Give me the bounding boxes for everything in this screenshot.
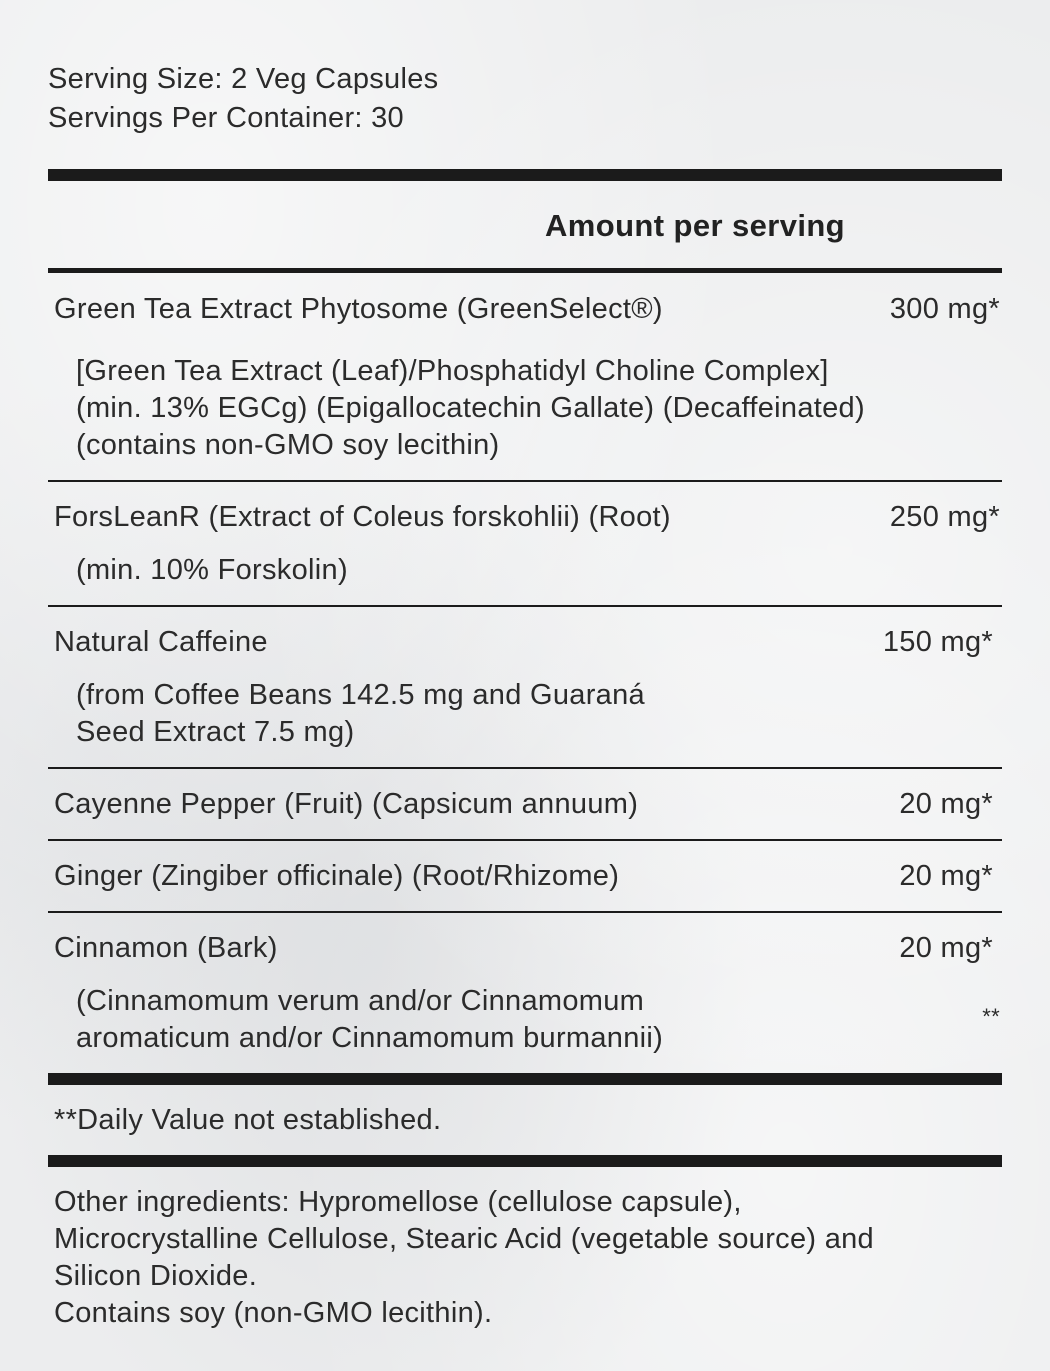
row-divider	[48, 767, 1002, 769]
ingredient-detail: (min. 13% EGCg) (Epigallocatechin Gallate) (Decaffeinated)	[76, 392, 865, 424]
serving-size: Serving Size: 2 Veg Capsules	[48, 63, 439, 95]
other-ingredients-thick-divider	[48, 1155, 1002, 1167]
ingredient-name: Green Tea Extract Phytosome (GreenSelect®)	[54, 293, 663, 325]
ingredient-name: ForsLeanR (Extract of Coleus forskohlii) (Root)	[54, 501, 671, 533]
other-ingredients-line: Microcrystalline Cellulose, Stearic Acid (vegetable source) and	[54, 1223, 874, 1255]
ingredient-amount: 20 mg*	[899, 932, 993, 964]
ingredient-detail: [Green Tea Extract (Leaf)/Phosphatidyl Choline Complex]	[76, 355, 829, 387]
ingredient-name: Cayenne Pepper (Fruit) (Capsicum annuum)	[54, 788, 639, 820]
daily-value-marker: **	[982, 1004, 1000, 1029]
row-divider	[48, 911, 1002, 913]
ingredient-detail: (contains non-GMO soy lecithin)	[76, 429, 500, 461]
amount-per-serving-header: Amount per serving	[545, 208, 846, 243]
ingredient-amount: 20 mg*	[899, 788, 993, 820]
header-divider	[48, 268, 1002, 273]
ingredient-detail: aromaticum and/or Cinnamomum burmannii)	[76, 1022, 664, 1054]
ingredient-amount: 20 mg*	[899, 860, 993, 892]
ingredient-name: Cinnamon (Bark)	[54, 932, 278, 964]
row-divider	[48, 480, 1002, 482]
ingredient-detail: (Cinnamomum verum and/or Cinnamomum	[76, 985, 645, 1017]
row-divider	[48, 839, 1002, 841]
top-thick-divider	[48, 169, 1002, 181]
servings-per-container: Servings Per Container: 30	[48, 102, 404, 134]
ingredient-amount: 300 mg*	[889, 293, 1000, 325]
ingredient-detail: Seed Extract 7.5 mg)	[76, 716, 355, 748]
other-ingredients-line: Other ingredients: Hypromellose (cellulose capsule),	[54, 1186, 742, 1218]
footnote-thick-divider	[48, 1073, 1002, 1085]
ingredient-detail: (from Coffee Beans 142.5 mg and Guaraná	[76, 679, 645, 711]
row-divider	[48, 605, 1002, 607]
other-ingredients-line: Silicon Dioxide.	[54, 1260, 258, 1292]
ingredient-detail: (min. 10% Forskolin)	[76, 554, 348, 586]
daily-value-footnote: **Daily Value not established.	[54, 1104, 442, 1136]
allergen-statement: Contains soy (non-GMO lecithin).	[54, 1297, 493, 1329]
ingredient-amount: 150 mg*	[882, 626, 993, 658]
ingredient-name: Natural Caffeine	[54, 626, 268, 658]
ingredient-amount: 250 mg*	[889, 501, 1000, 533]
ingredient-name: Ginger (Zingiber officinale) (Root/Rhizome)	[54, 860, 620, 892]
